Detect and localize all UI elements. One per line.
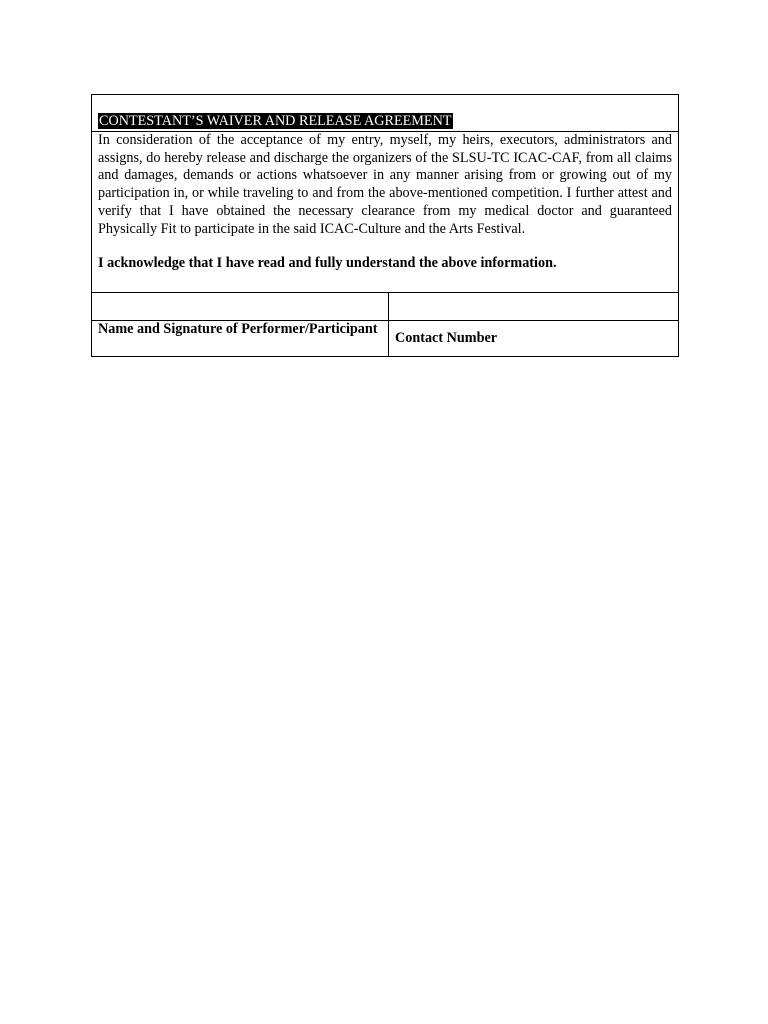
body-cell [92, 132, 679, 293]
name-signature-field[interactable] [92, 293, 389, 321]
name-signature-label: Name and Signature of Performer/Participant [98, 321, 378, 337]
label-row [92, 321, 679, 357]
waiver-form-table [91, 94, 679, 357]
waiver-body-text: In consideration of the acceptance of my entry, myself, my heirs, executors, administrators and assigns, do hereby release and discharge the organizers of the SLSU-TC ICAC-CAF, from all claims and damages, demands or actions whatsoever in any manner arising from or growing out of my participation in, or while traveling to and from the above-mentioned competition. I further attest and verify that I have obtained the necessary clearance from my medical doctor and guaranteed Physically Fit to participate in the said ICAC-Culture and the Arts Festival. [98, 132, 672, 237]
acknowledgement-text: I acknowledge that I have read and fully understand the above information. [98, 255, 557, 272]
contact-number-field[interactable] [389, 293, 679, 321]
contact-number-label: Contact Number [395, 329, 498, 346]
title-row [92, 95, 679, 132]
form-title: CONTESTANT’S WAIVER AND RELEASE AGREEMENT [99, 113, 452, 130]
title-cell [92, 95, 679, 132]
name-label-cell [92, 321, 389, 357]
contact-label-cell [389, 321, 679, 357]
blank-row [92, 293, 679, 321]
body-row [92, 132, 679, 293]
